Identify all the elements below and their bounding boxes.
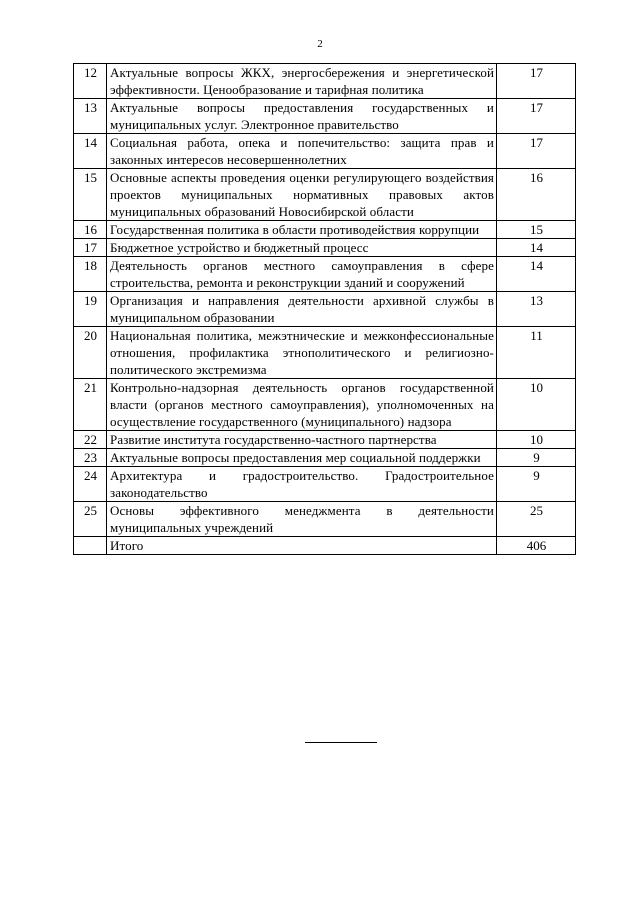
row-hours: 25 [497, 502, 576, 537]
row-hours: 15 [497, 221, 576, 239]
row-hours: 16 [497, 169, 576, 221]
row-hours: 17 [497, 134, 576, 169]
row-hours: 13 [497, 292, 576, 327]
row-topic: Актуальные вопросы предоставления мер социальной поддержки [107, 449, 497, 467]
row-topic: Развитие института государственно-частного партнерства [107, 431, 497, 449]
table-row [74, 292, 576, 327]
row-topic: Деятельность органов местного самоуправления в сфере строительства, ремонта и реконструкции зданий и сооружений [107, 257, 497, 292]
row-topic: Государственная политика в области противодействия коррупции [107, 221, 497, 239]
table-row [74, 379, 576, 431]
table-row [74, 239, 576, 257]
closing-separator-line [305, 742, 377, 743]
row-hours: 17 [497, 99, 576, 134]
row-number: 22 [74, 431, 107, 449]
row-number: 23 [74, 449, 107, 467]
row-number: 15 [74, 169, 107, 221]
row-number: 13 [74, 99, 107, 134]
row-hours: 10 [497, 379, 576, 431]
table-row [74, 449, 576, 467]
courses-table [73, 63, 576, 555]
row-number: 25 [74, 502, 107, 537]
row-hours: 14 [497, 239, 576, 257]
row-topic: Бюджетное устройство и бюджетный процесс [107, 239, 497, 257]
table-row [74, 327, 576, 379]
row-number: 17 [74, 239, 107, 257]
table-row [74, 502, 576, 537]
row-hours: 9 [497, 449, 576, 467]
row-number: 14 [74, 134, 107, 169]
row-hours: 17 [497, 64, 576, 99]
table-row [74, 169, 576, 221]
table-row [74, 257, 576, 292]
row-topic: Актуальные вопросы предоставления государственных и муниципальных услуг. Электронное правительство [107, 99, 497, 134]
row-number: 18 [74, 257, 107, 292]
total-number [74, 537, 107, 555]
page-number: 2 [317, 38, 323, 50]
table-row [74, 431, 576, 449]
table-row [74, 134, 576, 169]
row-number: 20 [74, 327, 107, 379]
total-row [74, 537, 576, 555]
row-number: 21 [74, 379, 107, 431]
row-topic: Национальная политика, межэтнические и межконфессиональные отношения, профилактика этнополитического и религиозно-политического экстремизма [107, 327, 497, 379]
row-number: 12 [74, 64, 107, 99]
row-number: 16 [74, 221, 107, 239]
row-topic: Социальная работа, опека и попечительство: защита прав и законных интересов несовершеннолетних [107, 134, 497, 169]
row-hours: 14 [497, 257, 576, 292]
table-row [74, 64, 576, 99]
table-row [74, 99, 576, 134]
row-topic: Контрольно-надзорная деятельность органов государственной власти (органов местного самоуправления), уполномоченных на осуществление государственного (муниципального) надзора [107, 379, 497, 431]
row-topic: Организация и направления деятельности архивной службы в муниципальном образовании [107, 292, 497, 327]
row-hours: 9 [497, 467, 576, 502]
row-topic: Архитектура и градостроительство. Градостроительное законодательство [107, 467, 497, 502]
row-number: 19 [74, 292, 107, 327]
row-number: 24 [74, 467, 107, 502]
row-hours: 10 [497, 431, 576, 449]
row-topic: Актуальные вопросы ЖКХ, энергосбережения и энергетической эффективности. Ценообразование и тарифная политика [107, 64, 497, 99]
total-label: Итого [107, 537, 497, 555]
table-row [74, 221, 576, 239]
total-hours: 406 [497, 537, 576, 555]
row-hours: 11 [497, 327, 576, 379]
table-row [74, 467, 576, 502]
row-topic: Основные аспекты проведения оценки регулирующего воздействия проектов муниципальных нормативных правовых актов муниципальных образований Новосибирской области [107, 169, 497, 221]
row-topic: Основы эффективного менеджмента в деятельности муниципальных учреждений [107, 502, 497, 537]
